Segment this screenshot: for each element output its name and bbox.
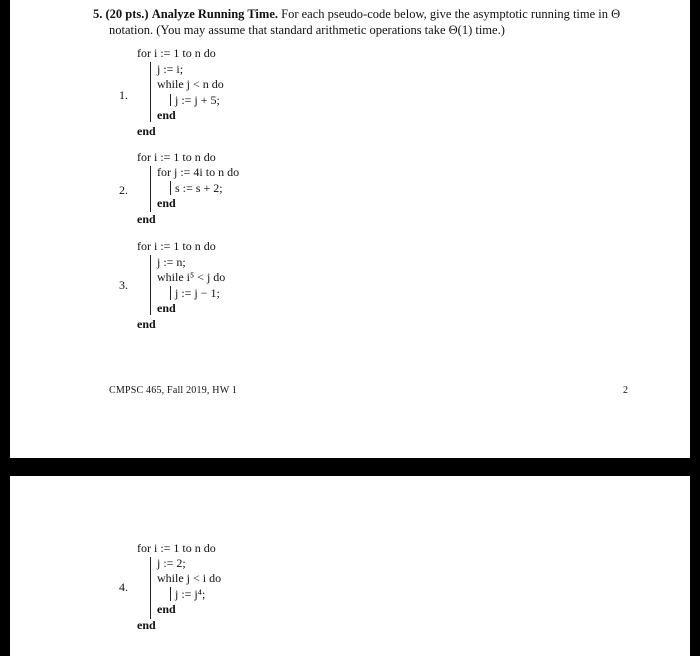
code-line: end [137, 124, 156, 138]
code-line: while j < n do [157, 77, 224, 91]
code-line: end [137, 317, 156, 331]
document-page-1 [10, 0, 690, 458]
code-line: end [157, 602, 176, 616]
footer-page-number: 2 [623, 385, 628, 396]
question-text-line-2: notation. (You may assume that standard arithmetic operations take Θ(1) time.) [109, 23, 505, 37]
algorithm-label: 2. [119, 183, 128, 197]
algorithm-label: 4. [119, 580, 128, 594]
code-line: end [157, 108, 176, 122]
question-points: (20 pts.) [105, 7, 149, 21]
footer-course: CMPSC 465, Fall 2019, HW 1 [109, 385, 238, 396]
code-line: j := j⁴; [175, 587, 206, 601]
code-line: for j := 4i to n do [157, 165, 240, 179]
question-title: Analyze Running Time. [151, 7, 278, 21]
block-bar [150, 62, 151, 122]
code-line: j := 2; [157, 556, 186, 570]
code-line: while i⁵ < j do [157, 270, 226, 284]
code-line: for i := 1 to n do [137, 150, 216, 164]
block-bar [170, 286, 171, 300]
block-bar [150, 557, 151, 619]
code-line: for i := 1 to n do [137, 239, 216, 253]
code-line: end [137, 618, 156, 632]
block-bar [150, 255, 151, 315]
code-line: j := j − 1; [175, 286, 220, 300]
code-line: for i := 1 to n do [137, 46, 216, 60]
code-line: for i := 1 to n do [137, 541, 216, 555]
code-line: end [157, 196, 176, 210]
code-line: j := n; [157, 255, 186, 269]
block-bar [150, 166, 151, 212]
code-line: j := i; [157, 62, 184, 76]
code-line: end [137, 212, 156, 226]
code-line: end [157, 301, 176, 315]
block-bar [170, 181, 171, 195]
block-bar [170, 587, 171, 601]
question-number: 5. [93, 7, 103, 21]
question-header [93, 6, 620, 22]
question-text-line-1: For each pseudo-code below, give the asymptotic running time in Θ [281, 7, 621, 21]
block-bar [170, 94, 171, 106]
document-page-2 [10, 476, 690, 656]
algorithm-label: 3. [119, 278, 128, 292]
code-line: j := j + 5; [175, 93, 220, 107]
code-line: s := s + 2; [175, 181, 223, 195]
algorithm-label: 1. [119, 88, 128, 102]
code-line: while j < i do [157, 571, 222, 585]
